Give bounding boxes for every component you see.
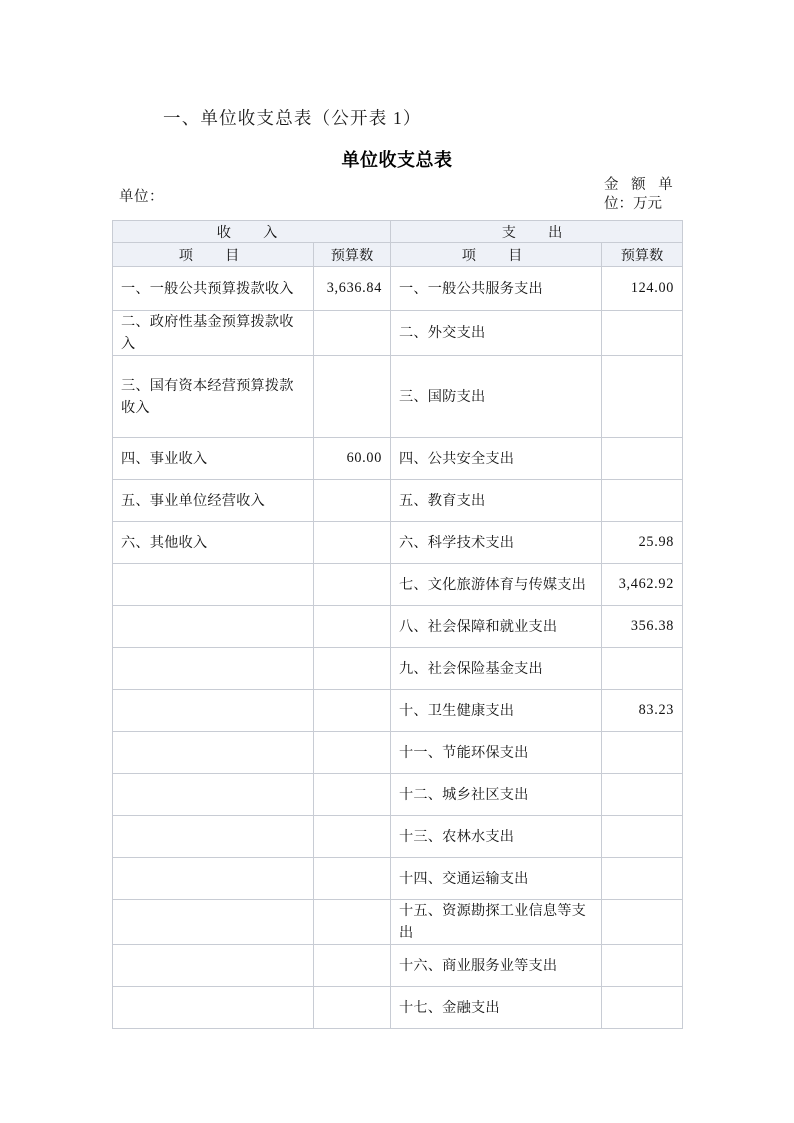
expenditure-amount-cell bbox=[602, 438, 683, 480]
income-item-cell: 一、一般公共预算拨款收入 bbox=[113, 267, 314, 311]
table-row bbox=[113, 858, 683, 900]
income-item-cell bbox=[113, 732, 314, 774]
income-item-cell: 三、国有资本经营预算拨款收入 bbox=[113, 356, 314, 438]
table-row bbox=[113, 732, 683, 774]
income-item-cell bbox=[113, 606, 314, 648]
expenditure-amount-cell bbox=[602, 732, 683, 774]
income-item-cell bbox=[113, 564, 314, 606]
expenditure-item-cell: 二、外交支出 bbox=[391, 311, 602, 356]
income-amount-cell bbox=[314, 900, 391, 945]
expenditure-item-cell: 一、一般公共服务支出 bbox=[391, 267, 602, 311]
income-item-cell bbox=[113, 774, 314, 816]
expenditure-item-cell: 十五、资源勘探工业信息等支出 bbox=[391, 900, 602, 945]
amount-unit-note bbox=[604, 176, 684, 214]
expenditure-item-cell: 十三、农林水支出 bbox=[391, 816, 602, 858]
expenditure-amount-cell: 83.23 bbox=[602, 690, 683, 732]
table-row bbox=[113, 438, 683, 480]
expenditure-amount-cell bbox=[602, 774, 683, 816]
income-item-cell: 四、事业收入 bbox=[113, 438, 314, 480]
expenditure-item-cell: 三、国防支出 bbox=[391, 356, 602, 438]
table-row bbox=[113, 816, 683, 858]
page-title: 单位收支总表 bbox=[341, 150, 453, 171]
header-income-amount: 预算数 bbox=[314, 243, 391, 267]
income-item-cell bbox=[113, 648, 314, 690]
income-amount-cell bbox=[314, 564, 391, 606]
table-row bbox=[113, 690, 683, 732]
income-amount-cell bbox=[314, 480, 391, 522]
table-group-header-row bbox=[113, 221, 683, 243]
income-amount-cell: 3,636.84 bbox=[314, 267, 391, 311]
header-expenditure-item: 项 目 bbox=[391, 243, 602, 267]
expenditure-item-cell: 十二、城乡社区支出 bbox=[391, 774, 602, 816]
table-row bbox=[113, 522, 683, 564]
expenditure-amount-cell bbox=[602, 816, 683, 858]
expenditure-amount-cell bbox=[602, 356, 683, 438]
table-header bbox=[113, 221, 683, 267]
income-item-cell bbox=[113, 858, 314, 900]
expenditure-amount-cell bbox=[602, 480, 683, 522]
income-amount-cell bbox=[314, 648, 391, 690]
expenditure-amount-cell: 3,462.92 bbox=[602, 564, 683, 606]
expenditure-item-cell: 十一、节能环保支出 bbox=[391, 732, 602, 774]
expenditure-item-cell: 六、科学技术支出 bbox=[391, 522, 602, 564]
income-amount-cell bbox=[314, 987, 391, 1029]
amount-unit-line-1: 金 额 单 bbox=[604, 177, 678, 193]
income-item-cell bbox=[113, 690, 314, 732]
income-item-cell: 二、政府性基金预算拨款收入 bbox=[113, 311, 314, 356]
unit-label: 单位： bbox=[119, 189, 164, 205]
expenditure-amount-cell bbox=[602, 945, 683, 987]
income-item-cell: 六、其他收入 bbox=[113, 522, 314, 564]
amount-unit-line-2: 位：万元 bbox=[604, 196, 662, 212]
income-item-cell bbox=[113, 987, 314, 1029]
header-expenditure-group: 支 出 bbox=[391, 221, 683, 243]
expenditure-item-cell: 十四、交通运输支出 bbox=[391, 858, 602, 900]
table-row bbox=[113, 480, 683, 522]
table-sub-header-row bbox=[113, 243, 683, 267]
header-income-group: 收 入 bbox=[113, 221, 391, 243]
header-expenditure-amount: 预算数 bbox=[602, 243, 683, 267]
expenditure-item-cell: 十、卫生健康支出 bbox=[391, 690, 602, 732]
income-amount-cell bbox=[314, 311, 391, 356]
income-item-cell bbox=[113, 945, 314, 987]
expenditure-amount-cell: 124.00 bbox=[602, 267, 683, 311]
table-row bbox=[113, 987, 683, 1029]
income-amount-cell bbox=[314, 816, 391, 858]
expenditure-amount-cell bbox=[602, 648, 683, 690]
income-amount-cell bbox=[314, 774, 391, 816]
expenditure-item-cell: 五、教育支出 bbox=[391, 480, 602, 522]
income-amount-cell bbox=[314, 606, 391, 648]
income-amount-cell bbox=[314, 522, 391, 564]
budget-summary-table bbox=[112, 220, 683, 1029]
expenditure-item-cell: 八、社会保障和就业支出 bbox=[391, 606, 602, 648]
income-amount-cell: 60.00 bbox=[314, 438, 391, 480]
table-row bbox=[113, 606, 683, 648]
table-row bbox=[113, 774, 683, 816]
expenditure-amount-cell bbox=[602, 858, 683, 900]
income-amount-cell bbox=[314, 732, 391, 774]
income-item-cell bbox=[113, 816, 314, 858]
expenditure-amount-cell bbox=[602, 311, 683, 356]
income-item-cell: 五、事业单位经营收入 bbox=[113, 480, 314, 522]
table-row bbox=[113, 267, 683, 311]
expenditure-amount-cell: 25.98 bbox=[602, 522, 683, 564]
expenditure-amount-cell bbox=[602, 900, 683, 945]
table-row bbox=[113, 564, 683, 606]
header-income-item: 项 目 bbox=[113, 243, 314, 267]
expenditure-amount-cell bbox=[602, 987, 683, 1029]
income-amount-cell bbox=[314, 356, 391, 438]
expenditure-item-cell: 七、文化旅游体育与传媒支出 bbox=[391, 564, 602, 606]
expenditure-item-cell: 十七、金融支出 bbox=[391, 987, 602, 1029]
income-item-cell bbox=[113, 900, 314, 945]
expenditure-item-cell: 十六、商业服务业等支出 bbox=[391, 945, 602, 987]
table-row bbox=[113, 311, 683, 356]
income-amount-cell bbox=[314, 945, 391, 987]
income-amount-cell bbox=[314, 690, 391, 732]
table-body bbox=[113, 267, 683, 1029]
expenditure-amount-cell: 356.38 bbox=[602, 606, 683, 648]
expenditure-item-cell: 四、公共安全支出 bbox=[391, 438, 602, 480]
table-row bbox=[113, 945, 683, 987]
section-heading: 一、单位收支总表（公开表 1） bbox=[163, 108, 422, 128]
table-row bbox=[113, 648, 683, 690]
income-amount-cell bbox=[314, 858, 391, 900]
table-row bbox=[113, 900, 683, 945]
table-row bbox=[113, 356, 683, 438]
expenditure-item-cell: 九、社会保险基金支出 bbox=[391, 648, 602, 690]
